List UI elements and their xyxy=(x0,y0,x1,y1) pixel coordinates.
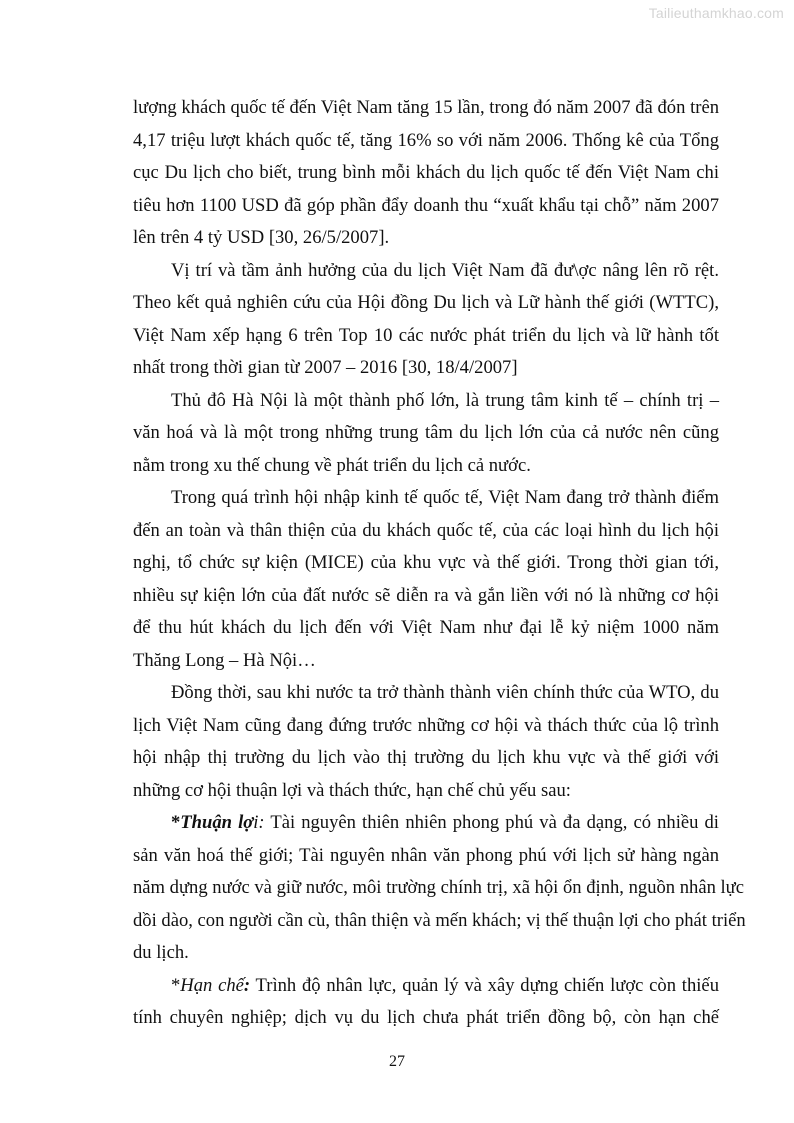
text-line: Theo kết quả nghiên cứu của Hội đồng Du lịch và Lữ hành thế giới (WTTC), xyxy=(133,292,719,313)
text-line: tiêu hơn 1100 USD đã góp phần đẩy doanh thu “xuất khẩu tại chỗ” năm 2007 xyxy=(133,194,719,216)
limitations-label-colon: : xyxy=(243,974,251,996)
text-line: lượng khách quốc tế đến Việt Nam tăng 15 lần, trong đó năm 2007 đã đón trên xyxy=(133,97,719,118)
advantages-label-tail: i: xyxy=(253,812,265,833)
text-line: 4,17 triệu lượt khách quốc tế, tăng 16% so với năm 2006. Thống kê của Tổng xyxy=(133,129,719,151)
text-line: Thăng Long – Hà Nội… xyxy=(133,649,316,671)
page-number: 27 xyxy=(389,1053,405,1070)
text-line: Thủ đô Hà Nội là một thành phố lớn, là trung tâm kinh tế – chính trị – xyxy=(171,389,719,411)
text-line xyxy=(133,970,719,1003)
paragraph xyxy=(133,92,719,255)
paragraph xyxy=(133,385,719,483)
advantages-text: Tài nguyên thiên nhiên phong phú và đa dạng, có nhiều di xyxy=(264,812,719,833)
text-line: cục Du lịch cho biết, trung bình mỗi khách du lịch quốc tế đến Việt Nam chi xyxy=(133,162,719,183)
bullet-asterisk: * xyxy=(171,812,181,833)
text-line: Vị trí và tầm ảnh hưởng của du lịch Việt Nam đã đư\ợc nâng lên rõ rệt. xyxy=(171,259,719,281)
text-line: nghị, tổ chức sự kiện (MICE) của khu vực và thế giới. Trong thời gian tới, xyxy=(133,552,719,573)
advantages-label: Thuận lợ xyxy=(180,812,254,833)
text-line: tính chuyên nghiệp; dịch vụ du lịch chưa phát triển đồng bộ, còn hạn chế xyxy=(133,1007,719,1028)
limitations-label: Hạn chế xyxy=(180,974,244,996)
text-line: để thu hút khách du lịch đến với Việt Nam như đại lễ kỷ niệm 1000 năm xyxy=(133,617,719,638)
paragraph xyxy=(133,482,719,677)
text-line: đến an toàn và thân thiện của du khách quốc tế, của các loại hình du lịch hội xyxy=(133,519,719,541)
text-line: năm dựng nước và giữ nước, môi trường chính trị, xã hội ổn định, nguồn nhân lực xyxy=(133,877,745,898)
paragraph xyxy=(133,677,719,807)
limitations-text: Trình độ nhân lực, quản lý và xây dựng chiến lược còn thiếu xyxy=(250,974,719,996)
text-line: Đồng thời, sau khi nước ta trở thành thành viên chính thức của WTO, du xyxy=(171,682,719,703)
bullet-asterisk: * xyxy=(171,974,181,996)
watermark: Tailieuthamkhao.com xyxy=(648,5,784,21)
text-line xyxy=(133,807,719,840)
text-line: những cơ hội thuận lợi và thách thức, hạn chế chủ yếu sau: xyxy=(133,779,571,801)
text-line: nằm trong xu thế chung về phát triển du lịch cả nước. xyxy=(133,454,531,476)
limitations-paragraph xyxy=(133,970,719,1035)
text-line: dồi dào, con người cần cù, thân thiện và mến khách; vị thế thuận lợi cho phát triển xyxy=(133,909,746,931)
text-line: du lịch. xyxy=(133,942,189,963)
text-line: Trong quá trình hội nhập kinh tế quốc tế, Việt Nam đang trở thành điểm xyxy=(171,487,719,508)
text-line: nhiều sự kiện lớn của đất nước sẽ diễn ra và gắn liền với nó là những cơ hội xyxy=(133,584,719,606)
text-line: văn hoá và là một trong những trung tâm du lịch lớn của cả nước nên cũng xyxy=(133,422,719,443)
paragraph xyxy=(133,255,719,385)
text-line: lịch Việt Nam cũng đang đứng trước những cơ hội và thách thức của lộ trình xyxy=(133,714,719,736)
text-line: nhất trong thời gian từ 2007 – 2016 [30, 18/4/2007] xyxy=(133,357,518,378)
text-line: lên trên 4 tỷ USD [30, 26/5/2007]. xyxy=(133,227,390,248)
text-line: Việt Nam xếp hạng 6 trên Top 10 các nước phát triển du lịch và lữ hành tốt xyxy=(133,324,719,346)
advantages-paragraph xyxy=(133,807,746,970)
text-line: sản văn hoá thế giới; Tài nguyên nhân văn phong phú với lịch sử hàng ngàn xyxy=(133,844,719,866)
text-line: hội nhập thị trường du lịch vào thị trường du lịch khu vực và thế giới với xyxy=(133,747,719,768)
document-body xyxy=(133,92,746,1035)
